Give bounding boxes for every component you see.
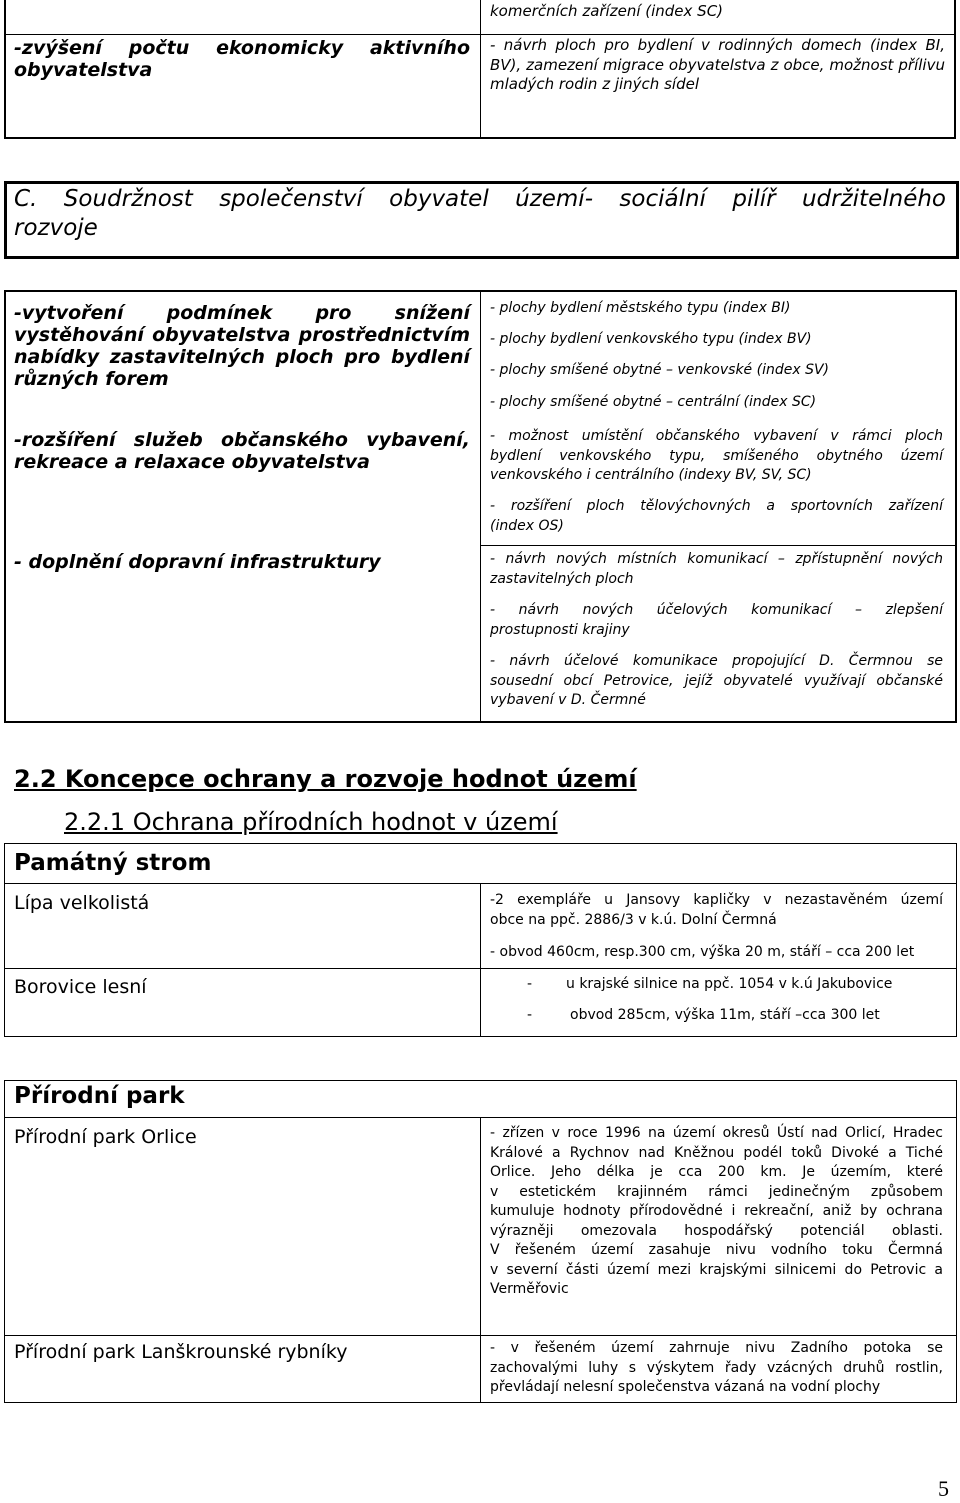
- c-right-item-line: vybavení v D. Čermné: [490, 692, 646, 708]
- lipa-desc-1-line: -2 exempláře u Jansovy kapličky v nezastavěném území: [490, 892, 943, 908]
- c-right-item-line: - návrh účelové komunikace propojující D. Čermnou se: [490, 653, 943, 669]
- c-right-item-line: - návrh nových účelových komunikací – zlepšení: [490, 602, 943, 618]
- top-table-row-line: [4, 34, 956, 35]
- c-right-item: - plochy bydlení venkovského typu (index BV): [490, 331, 812, 347]
- c-right-item-line: - rozšíření ploch tělovýchovných a sportovních zařízení: [490, 498, 943, 514]
- park-orlice-desc: [490, 1124, 943, 1300]
- bor-dash: -: [527, 1007, 533, 1023]
- lipa-desc-2: - obvod 460cm, resp.300 cm, výška 20 m, stáří – cca 200 let: [490, 944, 915, 960]
- park-lanskroun-desc: [490, 1339, 943, 1398]
- c-left-goal-2-line: -rozšíření služeb občanského vybavení,: [14, 429, 470, 451]
- c-right-item-line: bydlení venkovského typu, smíšeného obytného území: [490, 447, 943, 464]
- park-orlice-line: V řešeném území zasahuje nivu vodního toku Čermná: [490, 1242, 943, 1258]
- prirodni-park-title: Přírodní park: [14, 1083, 185, 1109]
- c-right-item-line: prostupnosti krajiny: [490, 621, 630, 638]
- c-right-item-line: zastavitelných ploch: [490, 570, 634, 587]
- borovice-label: Borovice lesní: [14, 976, 147, 998]
- c-table-row-line: [480, 545, 956, 546]
- bor-dash: -: [527, 976, 533, 992]
- park-lanskroun-line: - v řešeném území zahrnuje nivu Zadního potoka se: [490, 1340, 943, 1356]
- c-right-item: - plochy smíšené obytné – centrální (index SC): [490, 394, 817, 410]
- top-row1-left-line: obyvatelstva: [14, 59, 153, 81]
- pamatny-strom-row-line: [4, 968, 957, 969]
- park-orlice-line: výrazněji omezovala hospodářský potenciál oblasti.: [490, 1222, 943, 1239]
- top-row1-left-line: -zvýšení počtu ekonomicky aktivního: [14, 37, 470, 59]
- c-right-item: [490, 550, 943, 589]
- c-right-item: - plochy bydlení městského typu (index BI): [490, 300, 791, 316]
- c-right-item-line: (index OS): [490, 517, 564, 534]
- c-right-item: [490, 497, 943, 536]
- borovice-desc-2: obvod 285cm, výška 11m, stáří –cca 300 let: [570, 1007, 880, 1023]
- c-left-goal-1-line: nabídky zastavitelných ploch pro bydlení: [14, 346, 470, 368]
- park-lanskroun-line: zachovalými luhy s výskytem řady vzácných druhů rostlin,: [490, 1359, 943, 1376]
- top-table-divider: [480, 0, 481, 139]
- park-orlice-line: v estetickém krajinném rámci jedinečným způsobem: [490, 1183, 943, 1200]
- top-row1-right-line: BV), zamezení migrace obyvatelstva z obce, možnost přílivu: [490, 55, 945, 74]
- top-row1-right-line: - návrh ploch pro bydlení v rodinných domech (index BI,: [490, 36, 945, 54]
- park-orlice-line: kumuluje hodnoty přírodovědné i rekreační, aniž by ochrana: [490, 1203, 943, 1219]
- c-right-item-line: - možnost umístění občanského vybavení v rámci ploch: [490, 428, 943, 444]
- c-left-goal-1: [14, 302, 470, 390]
- park-orlice-line: - zřízen v roce 1996 na území okresů Ústí nad Orlicí, Hradec: [490, 1125, 943, 1141]
- c-right-item: [490, 601, 943, 640]
- section-c-title-line: rozvoje: [14, 215, 98, 241]
- heading-2-2-1: 2.2.1 Ochrana přírodních hodnot v území: [64, 808, 558, 836]
- c-right-item-line: - návrh nových místních komunikací – zpřístupnění nových: [490, 551, 943, 567]
- lipa-label: Lípa velkolistá: [14, 892, 150, 914]
- lipa-desc-1-line: obce na ppč. 2886/3 v k.ú. Dolní Čermná: [490, 911, 777, 928]
- top-row1-left-text: [14, 37, 470, 81]
- park-lanskroun-line: převládají nelesní společenstva vázaná na vodní plochy: [490, 1379, 881, 1395]
- top-row0-right-text: komerčních zařízení (index SC): [490, 2, 724, 20]
- c-left-goal-1-line: vystěhování obyvatelstva prostřednictvím: [14, 324, 470, 346]
- park-orlice-line: Králové a Rychnov nad Kněžnou podél toků Divoké a Tiché: [490, 1144, 943, 1161]
- c-right-item: [490, 427, 943, 486]
- c-left-goal-2: [14, 429, 470, 473]
- park-orlice-label: Přírodní park Orlice: [14, 1126, 197, 1148]
- section-c-title: [14, 185, 946, 243]
- prirodni-park-divider: [480, 1117, 481, 1403]
- borovice-desc-1: u krajské silnice na ppč. 1054 v k.ú Jakubovice: [566, 976, 893, 992]
- c-left-goal-2-line: rekreace a relaxace obyvatelstva: [14, 451, 370, 473]
- park-lanskroun-label: Přírodní park Lanškrounské rybníky: [14, 1341, 348, 1363]
- c-right-item: - plochy smíšené obytné – venkovské (index SV): [490, 362, 830, 378]
- pamatny-strom-title: Památný strom: [14, 850, 212, 876]
- heading-2-2: 2.2 Koncepce ochrany a rozvoje hodnot území: [14, 765, 637, 793]
- top-row1-right-text: [490, 36, 945, 95]
- c-left-goal-3: - doplnění dopravní infrastruktury: [14, 551, 381, 573]
- top-row1-right-line: mladých rodin z jiných sídel: [490, 75, 699, 93]
- c-right-item: [490, 652, 943, 711]
- c-right-item-line: sousední obcí Petrovice, jejíž obyvatelé využívají občanské: [490, 672, 943, 689]
- prirodni-park-row-line: [4, 1335, 957, 1336]
- park-orlice-line: Verměřovic: [490, 1281, 569, 1297]
- c-left-goal-1-line: různých forem: [14, 368, 169, 390]
- c-right-item-line: venkovského i centrálního (indexy BV, SV, SC): [490, 467, 812, 483]
- c-left-goal-1-line: -vytvoření podmínek pro snížení: [14, 302, 470, 324]
- c-table-divider: [480, 291, 481, 722]
- pamatny-strom-divider: [480, 883, 481, 1037]
- lipa-desc-1: [490, 891, 943, 930]
- page-number: 5: [938, 1476, 949, 1501]
- section-c-title-line: C. Soudržnost společenství obyvatel území- sociální pilíř udržitelného: [14, 186, 946, 212]
- park-orlice-line: Orlice. Jeho délka je cca 200 km. Je územím, které: [490, 1164, 943, 1180]
- park-orlice-line: v severní části území mezi krajskými silnicemi do Petrovic a: [490, 1261, 943, 1278]
